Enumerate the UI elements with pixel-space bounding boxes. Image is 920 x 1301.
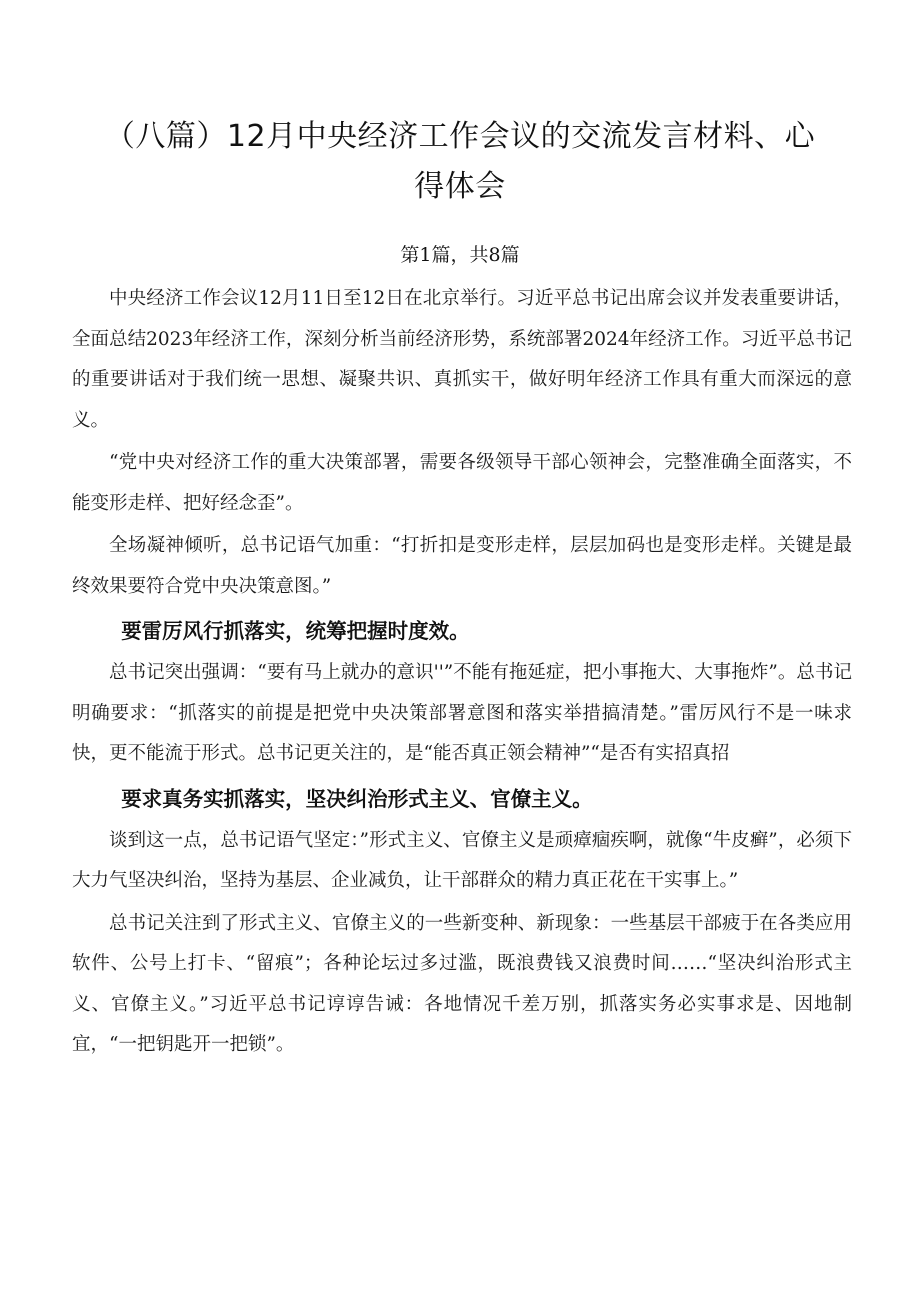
- part-label: 第1篇，共8篇: [400, 244, 520, 266]
- paragraph-section-2b: 总书记关注到了形式主义、官僚主义的一些新变种、新现象：一些基层干部疲于在各类应用软件、公号上打卡、“留痕”；各种论坛过多过滥，既浪费钱又浪费时间……“坚决纠治形式主义、官僚主义。”习近平总书记谆谆告诫：各地情况千差万别，抓落实务必实事求是、因地制宜，“一把钥匙开一把锁”。: [72, 912, 852, 1055]
- paragraph-quote: “党中央对经济工作的重大决策部署，需要各级领导干部心领神会，完整准确全面落实，不能变形走样、把好经念歪”。: [72, 452, 852, 514]
- paragraph-section-1: 总书记突出强调：“要有马上就办的意识''”不能有拖延症，把小事拖大、大事拖炸”。总书记明确要求：“抓落实的前提是把党中央决策部署意图和落实举措搞清楚。”雷厉风行不是一味求快，更不能流于形式。总书记更关注的，是“能否真正领会精神”“是否有实招真招: [72, 662, 852, 764]
- section-heading-1: 要雷厉风行抓落实，统筹把握时度效。: [121, 619, 470, 643]
- document-title: （八篇）12月中央经济工作会议的交流发言材料、心得体会: [104, 119, 816, 204]
- paragraph-intro: 中央经济工作会议12月11日至12日在北京举行。习近平总书记出席会议并发表重要讲话，全面总结2023年经济工作，深刻分析当前经济形势，系统部署2024年经济工作。习近平总书记的重要讲话对于我们统一思想、凝聚共识、真抓实干，做好明年经济工作具有重大而深远的意义。: [72, 288, 852, 431]
- document-body: [72, 279, 852, 1066]
- paragraph-section-2a: 谈到这一点，总书记语气坚定：”形式主义、官僚主义是顽瘴痼疾啊，就像“牛皮癣”，必须下大力气坚决纠治，坚持为基层、企业减负，让干部群众的精力真正花在干实事上。”: [72, 829, 852, 891]
- section-heading-2: 要求真务实抓落实，坚决纠治形式主义、官僚主义。: [121, 786, 593, 811]
- paragraph-listening: 全场凝神倾听，总书记语气加重：“打折扣是变形走样，层层加码也是变形走样。关键是最终效果要符合党中央决策意图。”: [72, 535, 852, 597]
